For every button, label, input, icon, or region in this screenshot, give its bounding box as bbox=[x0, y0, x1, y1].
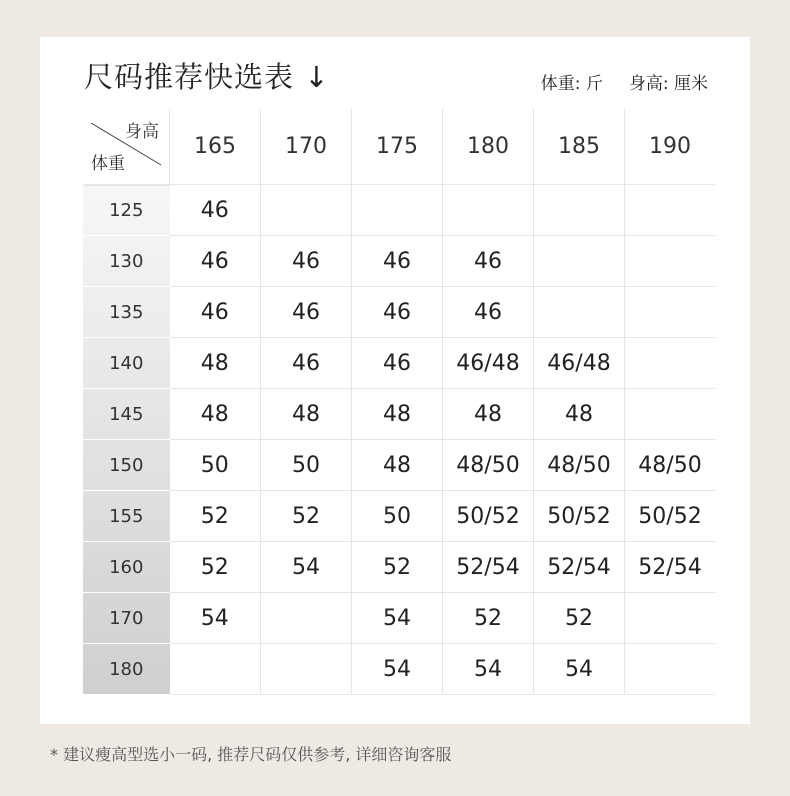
size-cell: 54 bbox=[352, 593, 443, 644]
size-cell: 46 bbox=[261, 287, 352, 338]
footnote: * 建议瘦高型选小一码, 推荐尺码仅供参考, 详细咨询客服 bbox=[50, 745, 452, 764]
size-cell: 48/50 bbox=[625, 440, 716, 491]
size-cell: 48 bbox=[443, 389, 534, 440]
size-cell: 54 bbox=[261, 542, 352, 593]
size-cell: 48 bbox=[352, 389, 443, 440]
size-cell: 52 bbox=[170, 491, 261, 542]
table-row bbox=[83, 440, 715, 491]
size-cell: 52 bbox=[352, 542, 443, 593]
size-cell: 46 bbox=[170, 287, 261, 338]
table-row bbox=[83, 644, 715, 695]
table-row bbox=[83, 593, 715, 644]
size-cell: 48 bbox=[534, 389, 625, 440]
size-cell: 46 bbox=[261, 338, 352, 389]
size-cell: 50 bbox=[261, 440, 352, 491]
weight-cell: 135 bbox=[83, 287, 170, 338]
size-cell: 46 bbox=[170, 236, 261, 287]
height-header-cell: 190 bbox=[625, 109, 716, 185]
weight-axis-label: 体重 bbox=[91, 154, 125, 174]
height-axis-label: 身高 bbox=[125, 122, 159, 142]
table-row bbox=[83, 185, 715, 236]
size-cell bbox=[625, 287, 716, 338]
size-cell: 50/52 bbox=[625, 491, 716, 542]
weight-cell: 170 bbox=[83, 593, 170, 644]
size-cell: 52 bbox=[534, 593, 625, 644]
weight-cell: 160 bbox=[83, 542, 170, 593]
table-row bbox=[83, 491, 715, 542]
size-cell: 46 bbox=[170, 185, 261, 236]
size-cell bbox=[534, 185, 625, 236]
size-cell: 50 bbox=[170, 440, 261, 491]
table-row bbox=[83, 542, 715, 593]
weight-cell: 180 bbox=[83, 644, 170, 695]
size-cell: 46 bbox=[352, 236, 443, 287]
size-cell: 52/54 bbox=[534, 542, 625, 593]
weight-cell: 155 bbox=[83, 491, 170, 542]
size-cell: 46 bbox=[261, 236, 352, 287]
size-cell bbox=[534, 236, 625, 287]
chart-title: 尺码推荐快选表 ↓ bbox=[84, 60, 330, 94]
corner-cell bbox=[83, 109, 170, 185]
size-cell bbox=[625, 236, 716, 287]
size-cell: 52 bbox=[261, 491, 352, 542]
table-row bbox=[83, 236, 715, 287]
height-header-cell: 170 bbox=[261, 109, 352, 185]
size-cell: 54 bbox=[352, 644, 443, 695]
size-cell: 46 bbox=[443, 236, 534, 287]
size-cell bbox=[170, 644, 261, 695]
height-header-cell: 165 bbox=[170, 109, 261, 185]
size-cell: 52 bbox=[443, 593, 534, 644]
table-row bbox=[83, 287, 715, 338]
size-cell bbox=[261, 593, 352, 644]
size-cell: 52/54 bbox=[443, 542, 534, 593]
size-cell: 50/52 bbox=[443, 491, 534, 542]
size-cell: 52/54 bbox=[625, 542, 716, 593]
weight-unit-label: 体重: 斤 bbox=[540, 74, 603, 94]
size-chart-card bbox=[40, 37, 750, 724]
size-cell: 48/50 bbox=[443, 440, 534, 491]
size-cell bbox=[625, 593, 716, 644]
height-header-cell: 175 bbox=[352, 109, 443, 185]
size-cell bbox=[534, 287, 625, 338]
weight-cell: 130 bbox=[83, 236, 170, 287]
height-unit-label: 身高: 厘米 bbox=[628, 74, 708, 94]
size-cell bbox=[352, 185, 443, 236]
size-cell: 52 bbox=[170, 542, 261, 593]
size-cell: 48 bbox=[170, 338, 261, 389]
size-cell bbox=[625, 644, 716, 695]
weight-cell: 140 bbox=[83, 338, 170, 389]
size-cell bbox=[625, 338, 716, 389]
size-cell: 46/48 bbox=[534, 338, 625, 389]
height-header-row bbox=[83, 109, 715, 185]
weight-cell: 150 bbox=[83, 440, 170, 491]
size-cell: 54 bbox=[170, 593, 261, 644]
size-cell: 46 bbox=[443, 287, 534, 338]
size-cell: 54 bbox=[534, 644, 625, 695]
size-cell bbox=[261, 644, 352, 695]
size-cell bbox=[625, 389, 716, 440]
height-header-cell: 180 bbox=[443, 109, 534, 185]
size-cell: 48 bbox=[170, 389, 261, 440]
height-header-cell: 185 bbox=[534, 109, 625, 185]
size-cell: 48 bbox=[352, 440, 443, 491]
size-cell: 50 bbox=[352, 491, 443, 542]
size-cell: 46 bbox=[352, 287, 443, 338]
size-table bbox=[83, 109, 715, 695]
table-row bbox=[83, 338, 715, 389]
size-cell: 48 bbox=[261, 389, 352, 440]
size-cell: 50/52 bbox=[534, 491, 625, 542]
size-cell: 48/50 bbox=[534, 440, 625, 491]
size-cell: 54 bbox=[443, 644, 534, 695]
unit-legend bbox=[541, 69, 708, 94]
size-cell bbox=[443, 185, 534, 236]
weight-cell: 145 bbox=[83, 389, 170, 440]
weight-cell: 125 bbox=[83, 185, 170, 236]
size-cell bbox=[625, 185, 716, 236]
table-row bbox=[83, 389, 715, 440]
size-cell: 46/48 bbox=[443, 338, 534, 389]
size-cell: 46 bbox=[352, 338, 443, 389]
size-cell bbox=[261, 185, 352, 236]
